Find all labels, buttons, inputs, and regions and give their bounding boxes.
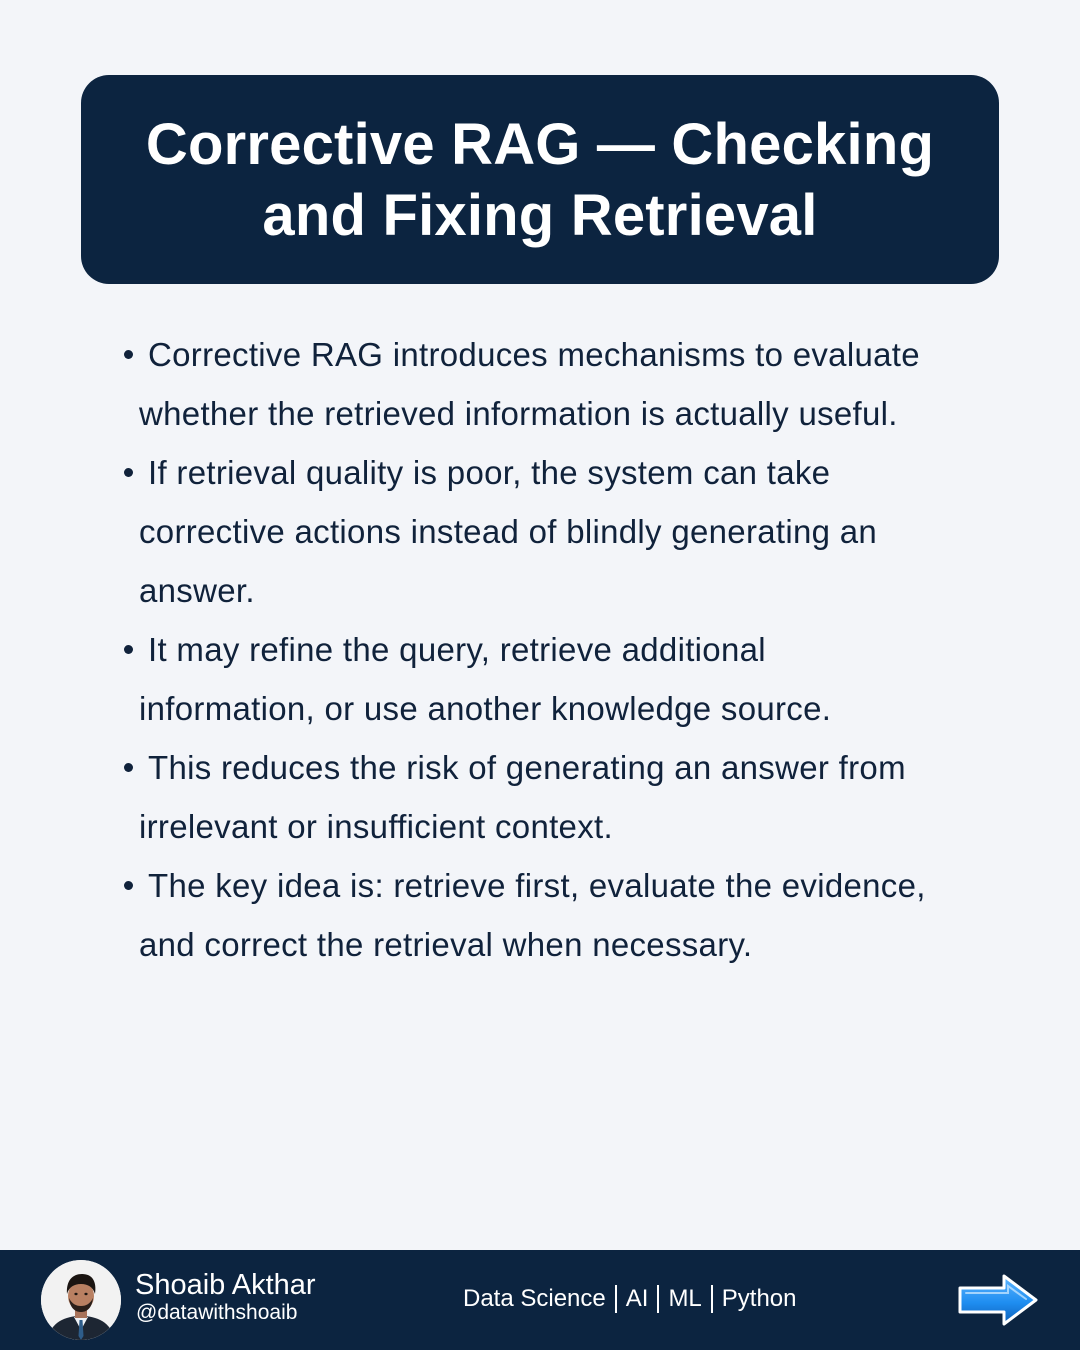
bullet-dot-icon (124, 350, 133, 359)
bullet-dot-icon (124, 763, 133, 772)
bullet-list (120, 325, 950, 974)
tag-ml: ML (668, 1285, 702, 1312)
author-handle: @datawithshoaib (136, 1301, 298, 1324)
bullet-text: If retrieval quality is poor, the system can take corrective actions instead of blindly generating an answer. (139, 454, 878, 609)
bullet-item (120, 325, 950, 443)
page-title: Corrective RAG — Checking and Fixing Retrieval (145, 111, 935, 248)
bullet-text: The key idea is: retrieve first, evaluate the evidence, and correct the retrieval when necessary. (139, 867, 926, 963)
bullet-item (120, 620, 950, 738)
tag-divider (615, 1285, 617, 1313)
bullet-item (120, 738, 950, 856)
tag-python: Python (721, 1285, 797, 1312)
bullet-dot-icon (124, 645, 133, 654)
bullet-dot-icon (124, 881, 133, 890)
bullet-dot-icon (124, 468, 133, 477)
bullet-item (120, 443, 950, 620)
avatar (41, 1260, 121, 1340)
title-banner (81, 75, 999, 284)
author-name: Shoaib Akthar (135, 1269, 316, 1301)
bullet-item (120, 856, 950, 974)
profile-photo-icon (41, 1260, 121, 1340)
tag-divider (711, 1285, 713, 1313)
bullet-text: It may refine the query, retrieve additional information, or use another knowledge source. (139, 631, 832, 727)
footer-bar (0, 1250, 1080, 1350)
arrow-right-icon (956, 1272, 1040, 1328)
tag-divider (657, 1285, 659, 1313)
tag-data-science: Data Science (463, 1285, 606, 1312)
bullet-text: Corrective RAG introduces mechanisms to evaluate whether the retrieved information is actually useful. (139, 336, 920, 432)
topic-tags (463, 1282, 797, 1316)
tag-ai: AI (625, 1285, 649, 1312)
bullet-text: This reduces the risk of generating an answer from irrelevant or insufficient context. (139, 749, 906, 845)
next-button[interactable] (956, 1272, 1040, 1328)
